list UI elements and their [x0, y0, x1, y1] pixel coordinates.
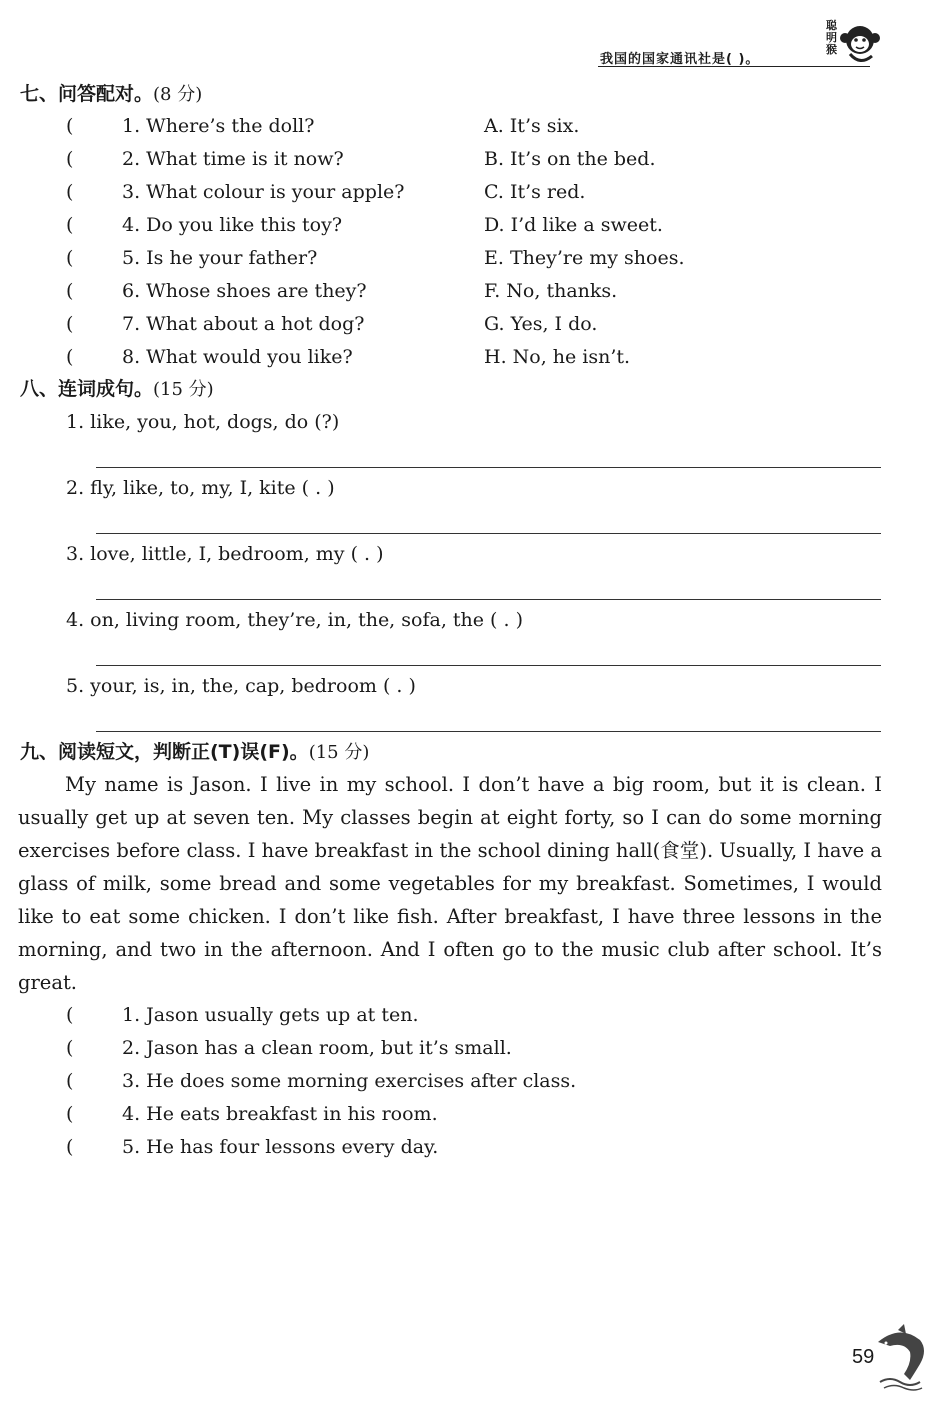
- answer-line[interactable]: [96, 665, 881, 666]
- match-answer: E. They’re my shoes.: [484, 247, 685, 269]
- match-answer: D. I’d like a sweet.: [484, 214, 663, 236]
- match-answer: H. No, he isn’t.: [484, 346, 631, 368]
- header-quiz-text: 我国的国家通讯社是( )。: [600, 52, 760, 67]
- reading-passage: My name is Jason. I live in my school. I don’t have a big room, but it is clean. I usually get up at seven ten. My classes begin at eight forty, so I can do some morning exercises before class. I have breakfast in the school dining hall(食堂). Usually, I have a glass of milk, some bread and some vegetables for my breakfast. Sometimes, I would like to eat some chicken. I don’t like fish. After breakfast, I have three lessons in the morning, and two in the afternoon. And I often go to the music club after school. It’s great.: [18, 773, 882, 994]
- section8-title: 八、连词成句。(15 分): [20, 378, 214, 400]
- sentence-prompt: 3. love, little, I, bedroom, my ( . ): [66, 543, 384, 565]
- answer-line[interactable]: [96, 467, 881, 468]
- sentence-prompt: 1. like, you, hot, dogs, do (?): [66, 411, 340, 433]
- sentence-prompt: 5. your, is, in, the, cap, bedroom ( . ): [66, 675, 416, 697]
- match-question: 5. Is he your father?: [122, 247, 318, 269]
- match-question: 3. What colour is your apple?: [122, 181, 405, 203]
- dolphin-icon: [870, 1322, 930, 1392]
- match-answer: A. It’s six.: [484, 115, 580, 137]
- match-question: 2. What time is it now?: [122, 148, 344, 170]
- monkey-mascot-icon: [830, 18, 882, 68]
- sentence-prompt: 4. on, living room, they’re, in, the, sofa, the ( . ): [66, 609, 523, 631]
- section9-title: 九、阅读短文，判断正(T)误(F)。(15 分): [20, 741, 370, 763]
- match-answer: C. It’s red.: [484, 181, 586, 203]
- match-question: 1. Where’s the doll?: [122, 115, 315, 137]
- match-question: 7. What about a hot dog?: [122, 313, 365, 335]
- answer-line[interactable]: [96, 599, 881, 600]
- page-number: 59: [852, 1346, 875, 1368]
- sentence-prompt: 2. fly, like, to, my, I, kite ( . ): [66, 477, 335, 499]
- mascot-label: 聪明猴: [826, 19, 837, 56]
- match-answer: G. Yes, I do.: [484, 313, 598, 335]
- match-question: 4. Do you like this toy?: [122, 214, 343, 236]
- answer-line[interactable]: [96, 533, 881, 534]
- section7-title: 七、问答配对。(8 分): [20, 83, 203, 105]
- match-answer: F. No, thanks.: [484, 280, 618, 302]
- match-question: 6. Whose shoes are they?: [122, 280, 367, 302]
- answer-line[interactable]: [96, 731, 881, 732]
- match-question: 8. What would you like?: [122, 346, 353, 368]
- match-answer: B. It’s on the bed.: [484, 148, 656, 170]
